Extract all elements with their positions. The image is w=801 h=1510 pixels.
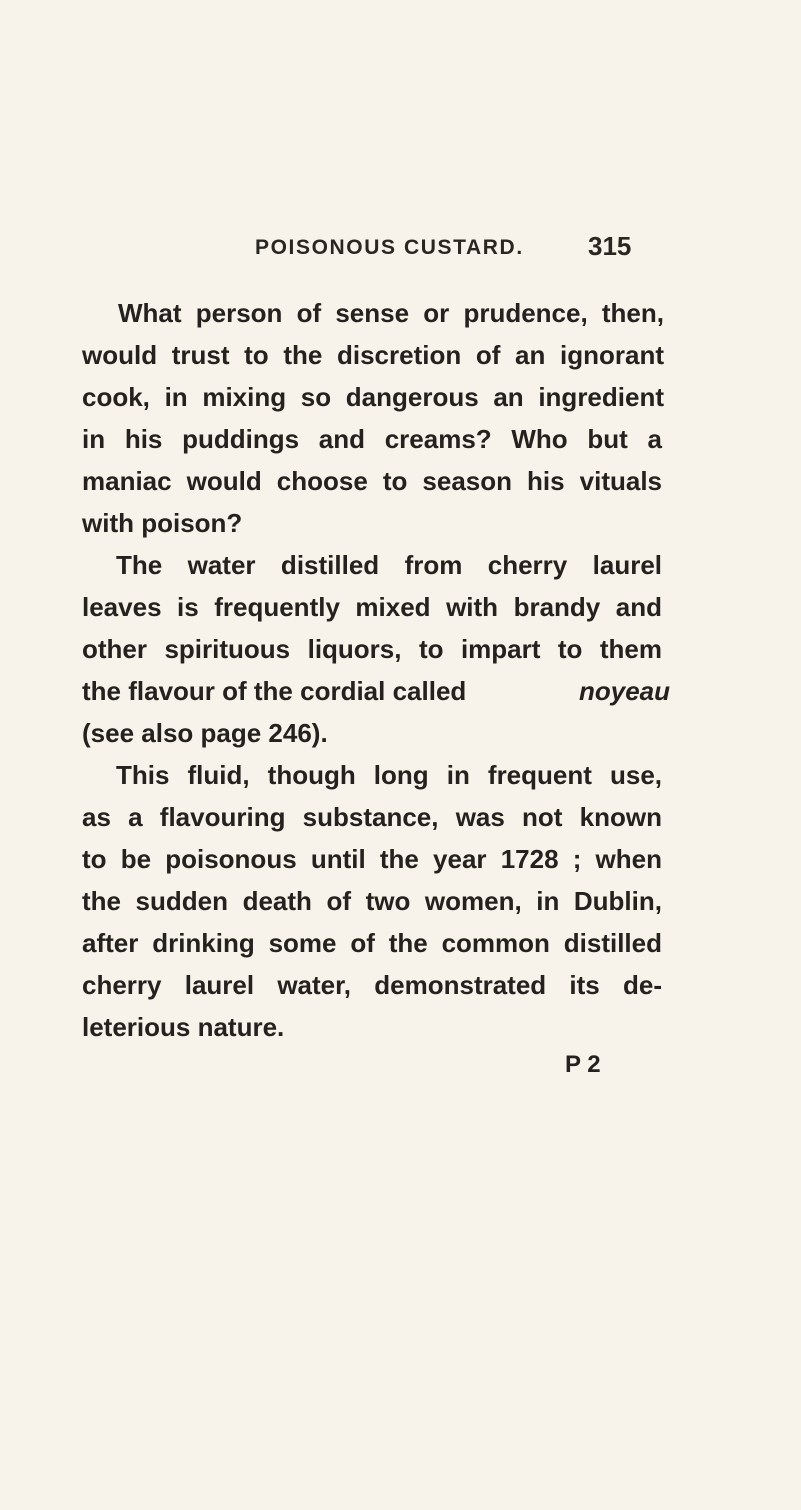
running-head: POISONOUS CUSTARD. <box>255 236 524 259</box>
text-line: The water distilled from cherry laurel <box>116 550 662 580</box>
text-line: in his puddings and creams? Who but a <box>82 424 662 454</box>
text-segment: the flavour of the cordial called <box>82 676 467 706</box>
italic-term: noyeau <box>579 676 671 706</box>
text-line: maniac would choose to season his vituals <box>82 466 662 496</box>
text-line: leterious nature. <box>82 1012 285 1042</box>
signature-mark: P 2 <box>565 1051 601 1078</box>
text-line: leaves is frequently mixed with brandy and <box>82 592 662 622</box>
text-line: other spirituous liquors, to impart to them <box>82 634 662 664</box>
text-line: (see also page 246). <box>82 718 328 748</box>
text-line: would trust to the discretion of an ignorant <box>82 340 664 370</box>
text-line <box>82 675 671 707</box>
page-number: 315 <box>588 231 632 261</box>
text-line: This fluid, though long in frequent use, <box>116 760 662 790</box>
text-line: after drinking some of the common distilled <box>82 928 662 958</box>
text-line: as a flavouring substance, was not known <box>82 802 662 832</box>
text-line: cherry laurel water, demonstrated its de- <box>82 970 662 1000</box>
text-line: with poison? <box>82 508 243 538</box>
text-line: to be poisonous until the year 1728 ; when <box>82 844 662 874</box>
text-line: cook, in mixing so dangerous an ingredient <box>82 382 664 412</box>
text-line: the sudden death of two women, in Dublin, <box>82 886 662 916</box>
text-line: What person of sense or prudence, then, <box>118 298 664 328</box>
